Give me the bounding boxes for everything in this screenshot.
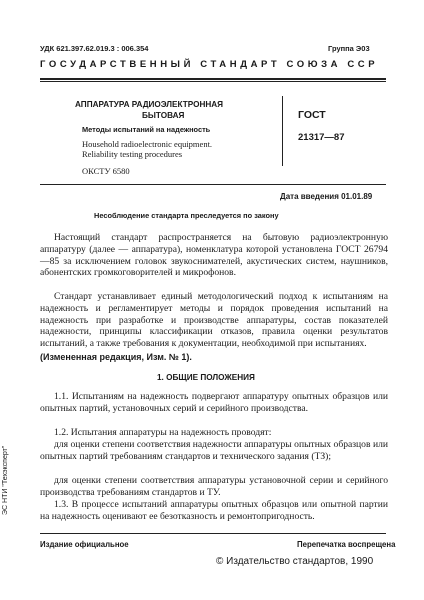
intro-rule [40, 184, 386, 185]
paragraph-purpose: Стандарт устанавливает единый методологический подход к испытаниям на надежность и регламентирует методы и порядок проведения испытаний на надежность при разработке и производстве аппаратуры, состав показателей надежности, принципы классификации отказов, правила оценки результатов испытаний, а также требования к документации, необходимой при испытаниях. [40, 291, 388, 350]
header-rule-thin [40, 81, 386, 82]
section-1-heading: 1. ОБЩИЕ ПОЛОЖЕНИЯ [157, 373, 255, 382]
official-edition: Издание официальное [40, 540, 129, 549]
header-rule-thick [40, 78, 386, 80]
clause-1-2-b: для оценки степени соответствия аппаратуры установочной серии и серийного производства требованиям стандартов и ТУ. [40, 475, 388, 498]
title-english-1: Household radioelectronic equipment. [82, 139, 213, 149]
gost-label: ГОСТ [298, 109, 326, 121]
title-english-2: Reliability testing procedures [82, 149, 183, 159]
reprint-prohibited: Перепечатка воспрещена [297, 540, 396, 549]
state-standard-banner: ГОСУДАРСТВЕННЫЙ СТАНДАРТ СОЮЗА ССР [40, 59, 379, 70]
title-line-1: АППАРАТУРА РАДИОЭЛЕКТРОННАЯ [75, 100, 224, 109]
footer-rule [40, 533, 386, 534]
clause-1-2: 1.2. Испытания аппаратуры на надежность проводят: [54, 427, 272, 438]
introduction-date: Дата введения 01.01.89 [280, 192, 373, 201]
clause-1-1: 1.1. Испытаниям на надежность подвергают аппаратуру опытных образцов или опытных партий, установочных серий и серийного производства. [40, 391, 388, 414]
udk-code: УДК 621.397.62.019.3 : 006.354 [40, 44, 149, 53]
title-vertical-divider [282, 96, 283, 166]
group-code: Группа Э03 [328, 44, 370, 53]
clause-1-3: 1.3. В процессе испытаний аппаратуры опытных образцов или опытной партии на надежность оценивают ее безотказность и ремонтопригодность. [40, 499, 388, 522]
clause-1-2-a: для оценки степени соответствия надежности аппаратуры опытных образцов или опытных партий требованиям стандартов и технического задания (ТЗ); [40, 439, 388, 462]
legal-warning: Несоблюдение стандарта преследуется по закону [94, 211, 279, 220]
paragraph-scope: Настоящий стандарт распространяется на бытовую радиоэлектронную аппаратуру (далее — аппаратура), номенклатура которой установлена ГОСТ 26794—85 за исключением головок звукоснимателей, акустических систем, наушников, абонентских громкоговорителей и микрофонов. [40, 232, 388, 279]
side-stamp: ЭС НТИ "Техэксперт" [2, 445, 9, 515]
amendment-note: (Измененная редакция, Изм. № 1). [40, 352, 192, 362]
copyright-notice: © Издательство стандартов, 1990 [216, 556, 374, 567]
okstu-code: ОКСТУ 6580 [82, 166, 130, 176]
title-line-2: БЫТОВАЯ [142, 111, 185, 120]
gost-number: 21317—87 [298, 132, 345, 143]
title-subtitle: Методы испытаний на надежность [82, 125, 211, 134]
